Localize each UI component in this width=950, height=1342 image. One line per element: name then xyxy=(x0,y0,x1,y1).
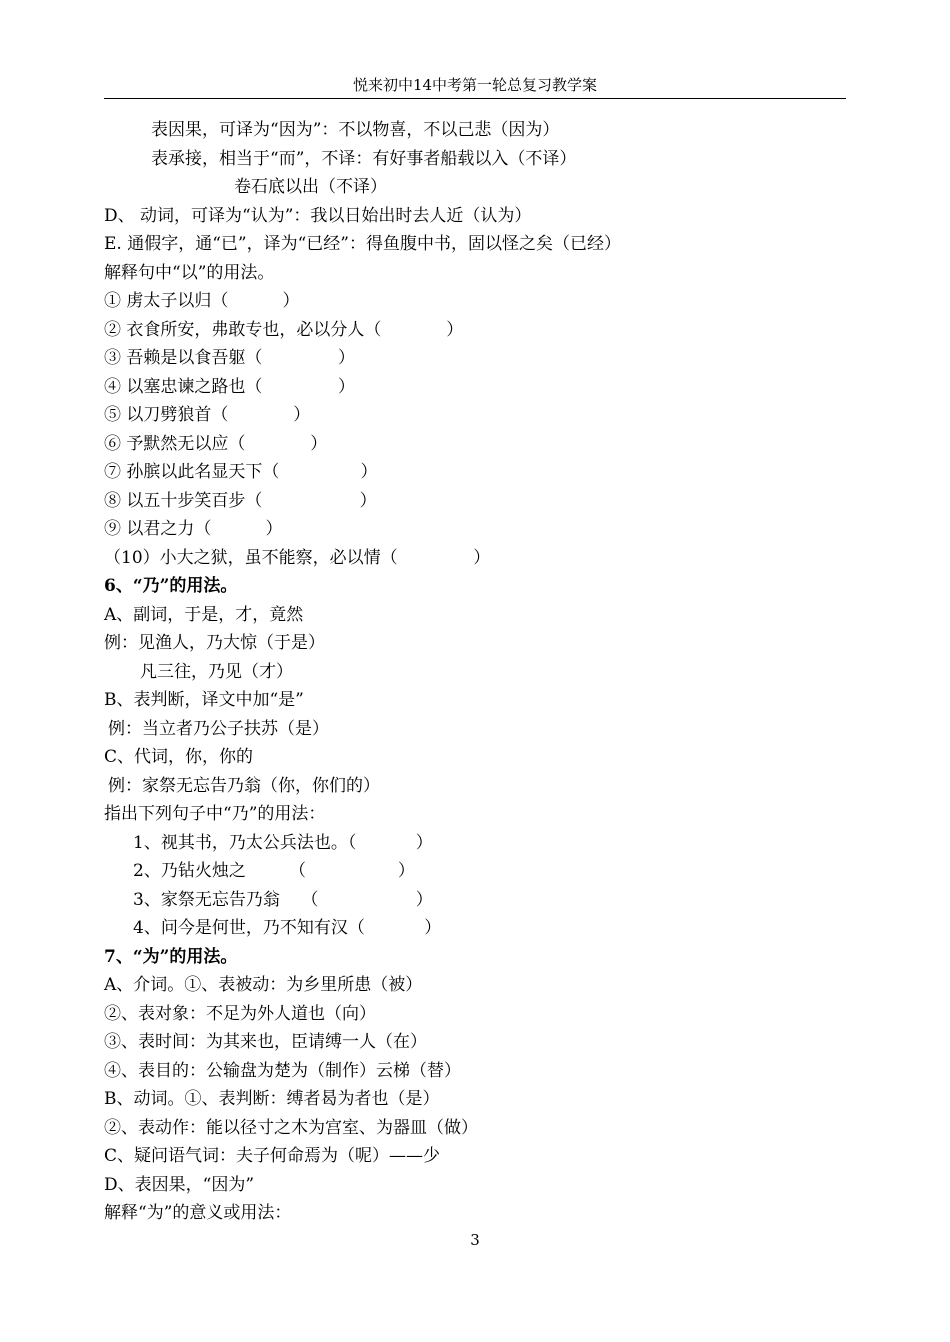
text-line: C、疑问语气词：夫子何命焉为（呢）——少 xyxy=(104,1146,441,1166)
text-line: ⑦ 孙膑以此名显天下（ ） xyxy=(104,462,378,482)
text-line: A、介词。①、表被动：为乡里所患（被） xyxy=(104,975,423,995)
text-line: E. 通假字，通“已”，译为“已经”：得鱼腹中书，固以怪之矣（已经） xyxy=(104,234,621,254)
text-line: 指出下列句子中“乃”的用法： xyxy=(104,804,326,824)
text-line: B、动词。①、表判断：缚者曷为者也（是） xyxy=(104,1089,440,1109)
text-line: 表承接，相当于“而”，不译：有好事者船载以入（不译） xyxy=(151,148,577,169)
text-line: ⑧ 以五十步笑百步（ ） xyxy=(104,490,377,511)
text-line: 1、视其书，乃太公兵法也。（ ） xyxy=(133,832,433,853)
text-line: D、 动词，可译为“认为”：我以日始出时去人近（认为） xyxy=(104,205,532,226)
text-line: 凡三往，乃见（才） xyxy=(140,661,293,682)
document-body xyxy=(104,116,864,1228)
text-line: ① 虏太子以归（ ） xyxy=(104,291,300,311)
text-line: 解释“为”的意义或用法： xyxy=(104,1203,292,1223)
text-line: 2、乃钻火烛之 （ ） xyxy=(133,861,415,881)
text-line: ⑥ 予默然无以应（ ） xyxy=(104,433,328,454)
text-line: ②、表对象：不足为外人道也（向） xyxy=(104,1003,376,1024)
text-line: ⑤ 以刀劈狼首（ ） xyxy=(104,405,311,425)
section-heading: 6、“乃”的用法。 xyxy=(104,576,238,596)
text-line: B、表判断，译文中加“是” xyxy=(104,690,304,710)
text-line: 卷石底以出（不译） xyxy=(234,177,387,197)
text-line: 解释句中“以”的用法。 xyxy=(104,262,275,283)
text-line: D、表因果，“因为” xyxy=(104,1174,255,1195)
text-line: ④、表目的：公输盘为楚为（制作）云梯（替） xyxy=(104,1060,461,1081)
text-line: 例：家祭无忘告乃翁（你，你们的） xyxy=(108,775,380,796)
section-heading: 7、“为”的用法。 xyxy=(104,946,238,967)
text-line: ②、表动作：能以径寸之木为宫室、为器皿（做） xyxy=(104,1117,478,1138)
text-line: 4、问今是何世，乃不知有汉（ ） xyxy=(133,918,442,938)
page-number: 3 xyxy=(470,1231,480,1249)
text-line: ④ 以塞忠谏之路也（ ） xyxy=(104,376,356,397)
text-line: ③、表时间：为其来也，臣请缚一人（在） xyxy=(104,1032,427,1052)
text-line: C、代词，你，你的 xyxy=(104,747,254,767)
text-line: ⑨ 以君之力（ ） xyxy=(104,519,283,539)
text-line: ② 衣食所安，弗敢专也，必以分人（ ） xyxy=(104,319,464,340)
text-line: （10）小大之狱，虽不能察，必以情（ ） xyxy=(104,547,491,568)
text-line: 3、家祭无忘告乃翁 （ ） xyxy=(133,889,433,910)
text-line: A、副词，于是，才，竟然 xyxy=(104,604,304,625)
text-line: 例：见渔人，乃大惊（于是） xyxy=(104,633,325,653)
page-header: 悦来初中14中考第一轮总复习教学案 xyxy=(104,74,846,99)
text-line: 表因果，可译为“因为”：不以物喜，不以己悲（因为） xyxy=(151,120,560,140)
text-line: 例：当立者乃公子扶苏（是） xyxy=(108,718,329,739)
text-line: ③ 吾赖是以食吾躯（ ） xyxy=(104,348,356,368)
